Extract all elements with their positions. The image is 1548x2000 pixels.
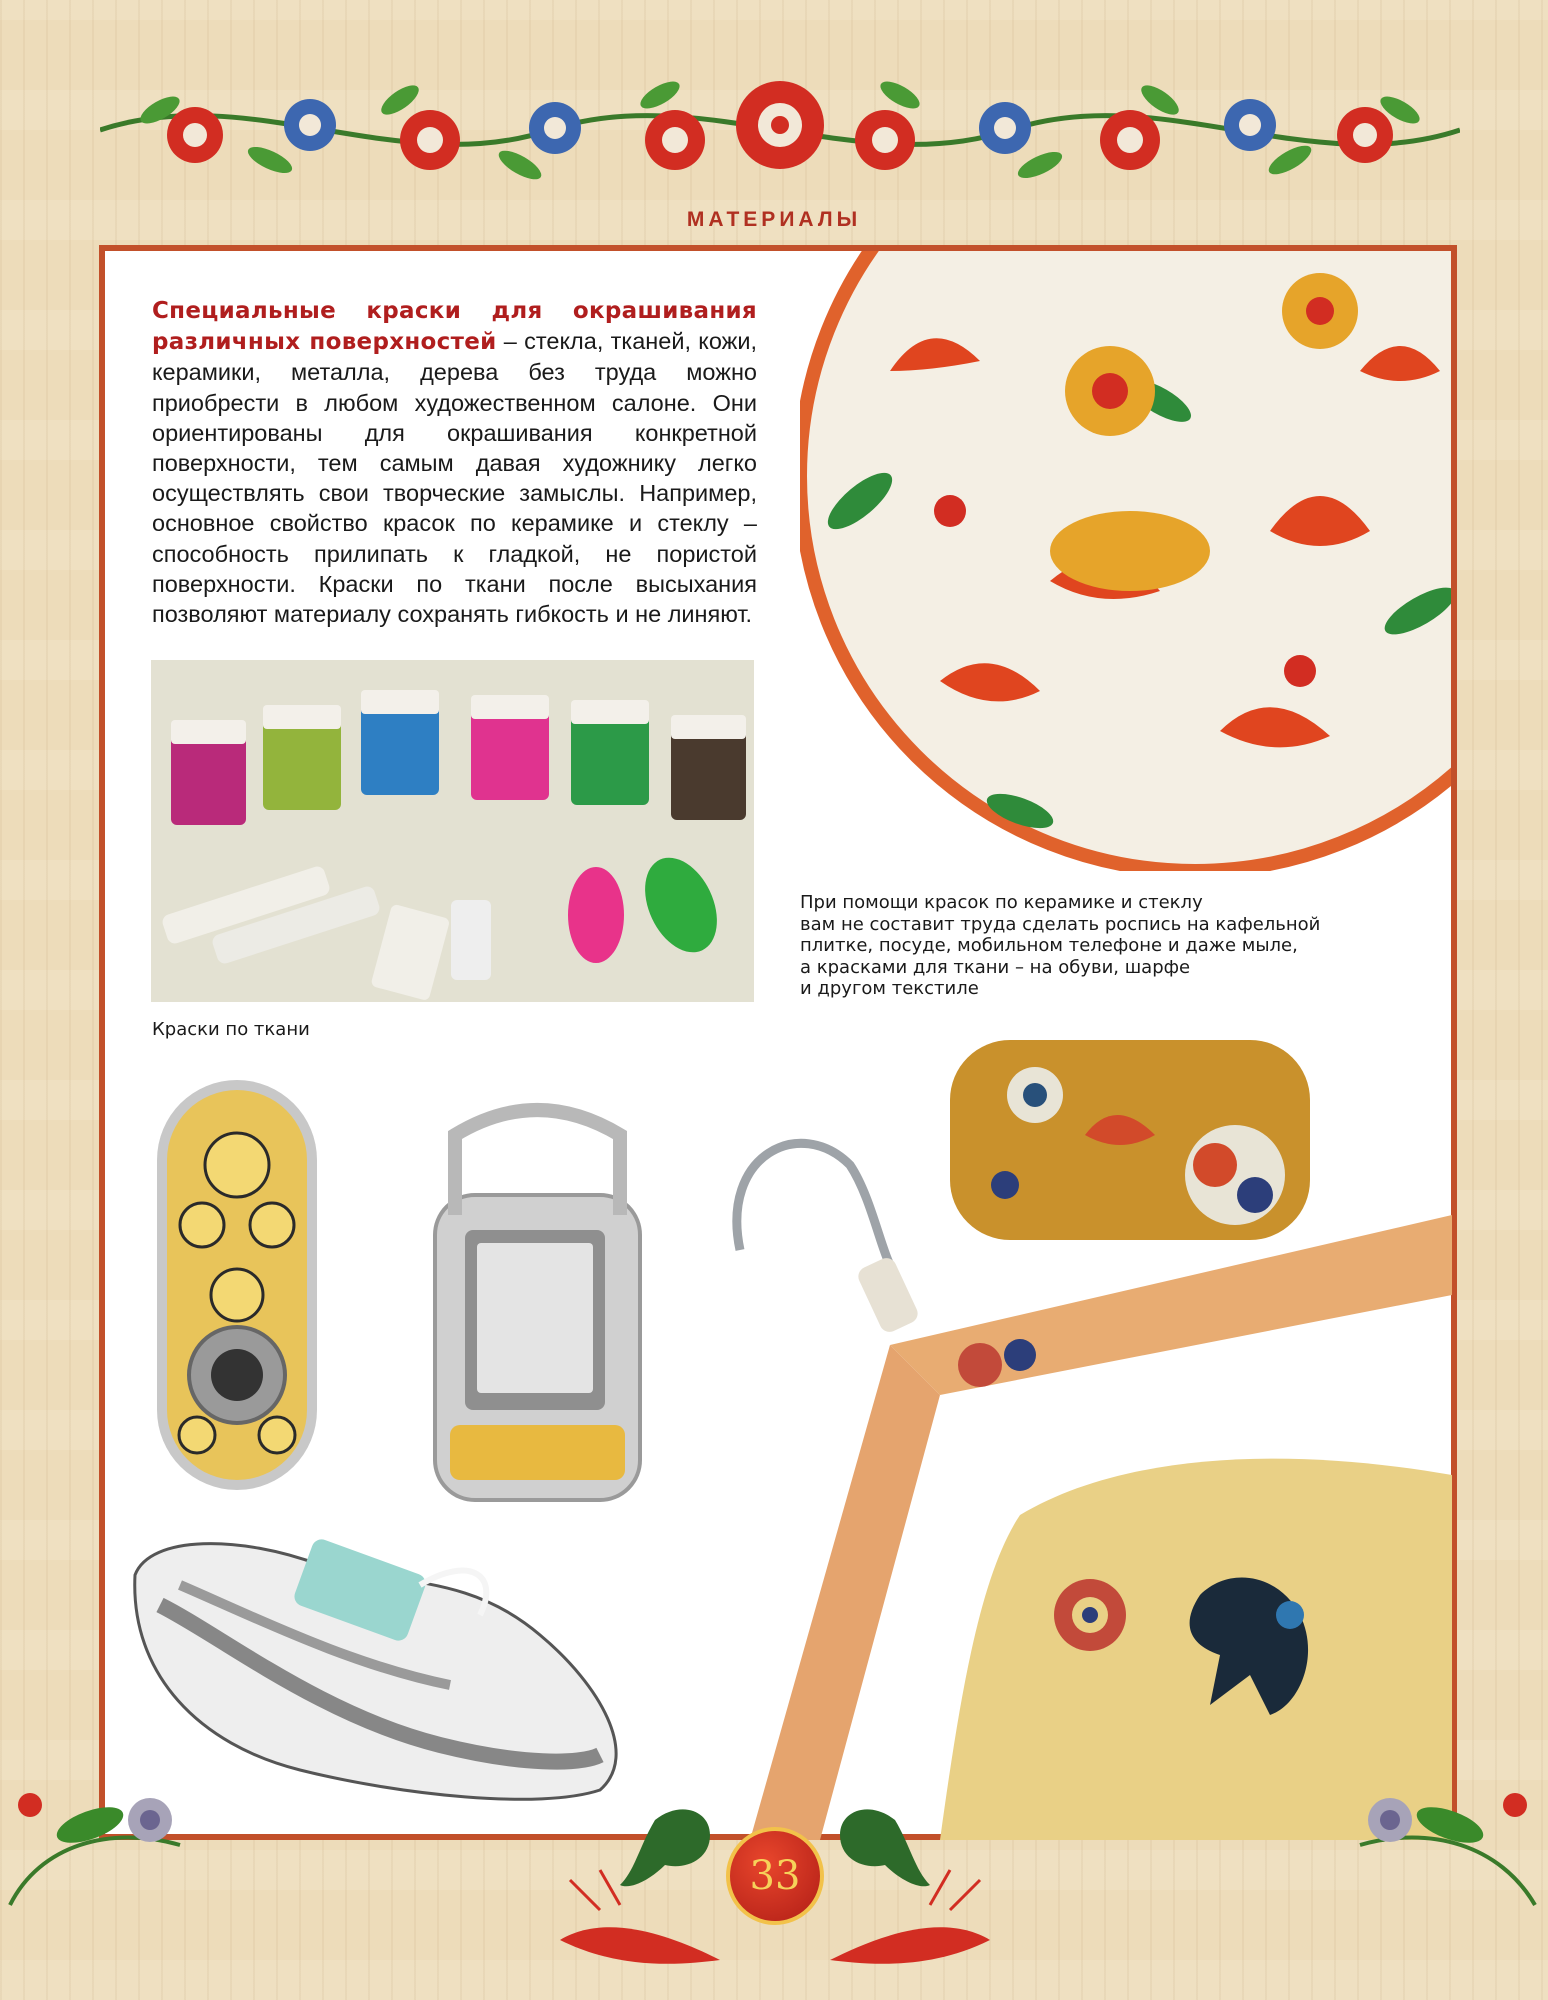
- ceramics-glass-caption: [800, 892, 1360, 1000]
- bottom-left-ornament: [0, 1785, 200, 1925]
- painted-shoe-photo: [120, 1515, 640, 1815]
- bottom-right-ornament: [1300, 1785, 1545, 1925]
- caption-line: а красками для ткани – на обуви, шарфе: [800, 956, 1191, 978]
- caption-line: и другом текстиле: [800, 978, 979, 999]
- page-number: 33: [726, 1827, 824, 1925]
- painted-hanger-scarf-photo: [640, 1095, 1452, 1840]
- caption-line: плитке, посуде, мобильном телефоне и даже мыле,: [800, 935, 1298, 956]
- painted-phone-front-photo: [152, 1075, 322, 1495]
- floral-border-ornament: [100, 40, 1460, 210]
- caption-line: вам не составит труда сделать роспись на кафельной: [800, 913, 1321, 935]
- intro-paragraph: [152, 295, 757, 629]
- intro-lead: Специальные краски для окрашивания различных поверхностей: [152, 298, 757, 356]
- caption-line: При помощи красок по керамике и стеклу: [800, 892, 1203, 913]
- painted-plate-photo: [800, 251, 1451, 871]
- section-title: МАТЕРИАЛЫ: [686, 208, 862, 231]
- fabric-paints-photo: [151, 660, 754, 1002]
- fabric-paints-caption: Краски по ткани: [152, 1019, 310, 1040]
- intro-body: – стекла, тканей, кожи, керамики, металла, дерева без труда можно приобрести в любом художественном салоне. Они ориентированы для окрашивания конкретной поверхности, тем самым давая художнику легко осуществлять свои творческие замыслы. Например, основное свойство красок по керамике и стеклу – способность прилипать к гладкой, не пористой поверхности. Краски по ткани после высыхания позволяют материалу сохранять гибкость и не линяют.: [152, 328, 757, 628]
- painted-phone-back-photo: [425, 1095, 650, 1505]
